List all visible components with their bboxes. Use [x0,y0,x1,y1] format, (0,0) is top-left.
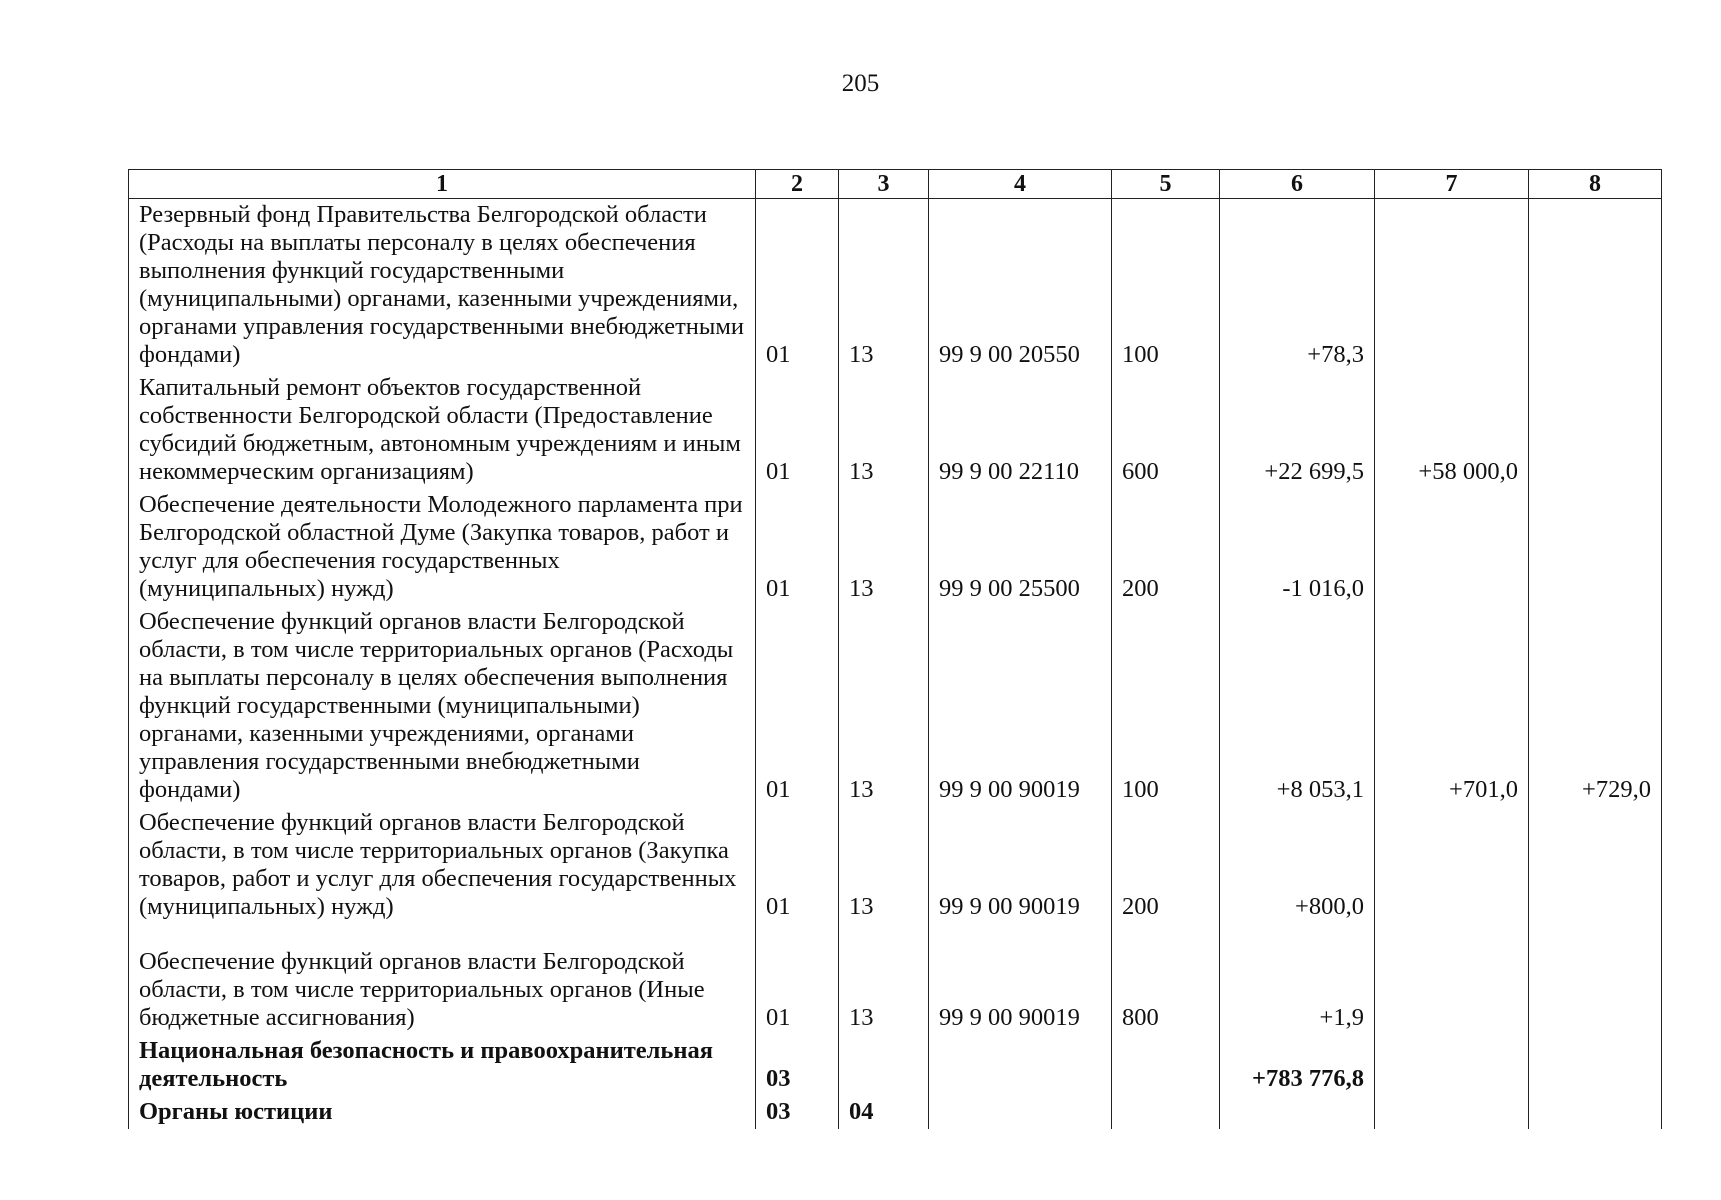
row-amount-col8 [1529,1096,1662,1129]
row-amount-col7 [1375,1035,1529,1096]
row-target-article [929,1096,1112,1129]
row-subsection: 13 [839,489,929,606]
row-target-article: 99 9 00 90019 [929,807,1112,924]
row-amount-col7: +701,0 [1375,606,1529,807]
page-number: 205 [841,70,880,97]
row-amount-col6: +1,9 [1220,924,1375,1035]
row-amount-col8 [1529,1035,1662,1096]
row-section: 01 [756,199,839,373]
row-subsection: 13 [839,924,929,1035]
row-expense-type: 200 [1112,807,1220,924]
table-row [129,1096,1662,1129]
row-amount-col8 [1529,372,1662,489]
header-col-7: 7 [1375,170,1529,199]
row-amount-col8 [1529,199,1662,373]
row-amount-col7 [1375,1096,1529,1129]
row-amount-col7 [1375,199,1529,373]
table-row [129,606,1662,807]
row-expense-type [1112,1096,1220,1129]
row-target-article: 99 9 00 90019 [929,924,1112,1035]
row-amount-col6: +22 699,5 [1220,372,1375,489]
row-amount-col6: +78,3 [1220,199,1375,373]
header-col-2: 2 [756,170,839,199]
row-name: Капитальный ремонт объектов государственной собственности Белгородской области (Предоставление субсидий бюджетным, автономным учреждениям и иным некоммерческим организациям) [129,372,756,489]
row-expense-type: 600 [1112,372,1220,489]
row-amount-col6: +8 053,1 [1220,606,1375,807]
header-col-5: 5 [1112,170,1220,199]
row-subsection: 13 [839,199,929,373]
row-subsection: 13 [839,807,929,924]
row-section: 01 [756,489,839,606]
row-section: 01 [756,807,839,924]
header-col-6: 6 [1220,170,1375,199]
row-name: Обеспечение деятельности Молодежного парламента при Белгородской областной Думе (Закупка товаров, работ и услуг для обеспечения государственных (муниципальных) нужд) [129,489,756,606]
row-subsection [839,1035,929,1096]
row-amount-col8 [1529,924,1662,1035]
row-name: Резервный фонд Правительства Белгородской области (Расходы на выплаты персоналу в целях обеспечения выполнения функций государственными (муниципальными) органами, казенными учреждениями, органами управления государственными внебюджетными фондами) [129,199,756,373]
row-expense-type: 200 [1112,489,1220,606]
row-amount-col7 [1375,807,1529,924]
table-row [129,1035,1662,1096]
row-target-article: 99 9 00 22110 [929,372,1112,489]
row-expense-type: 800 [1112,924,1220,1035]
row-name: Обеспечение функций органов власти Белгородской области, в том числе территориальных органов (Закупка товаров, работ и услуг для обеспечения государственных (муниципальных) нужд) [129,807,756,924]
row-name: Органы юстиции [129,1096,756,1129]
row-amount-col7: +58 000,0 [1375,372,1529,489]
row-name: Обеспечение функций органов власти Белгородской области, в том числе территориальных органов (Иные бюджетные ассигнования) [129,924,756,1035]
row-section: 03 [756,1096,839,1129]
budget-table [128,169,1662,1129]
row-target-article [929,1035,1112,1096]
header-col-4: 4 [929,170,1112,199]
row-name: Национальная безопасность и правоохранительная деятельность [129,1035,756,1096]
row-section: 01 [756,606,839,807]
header-col-8: 8 [1529,170,1662,199]
table-row [129,924,1662,1035]
row-expense-type: 100 [1112,606,1220,807]
row-target-article: 99 9 00 90019 [929,606,1112,807]
table-row [129,199,1662,373]
table-header-row [129,170,1662,199]
row-amount-col8: +729,0 [1529,606,1662,807]
row-amount-col6: -1 016,0 [1220,489,1375,606]
row-amount-col8 [1529,807,1662,924]
row-target-article: 99 9 00 25500 [929,489,1112,606]
header-col-3: 3 [839,170,929,199]
row-amount-col7 [1375,924,1529,1035]
row-target-article: 99 9 00 20550 [929,199,1112,373]
row-subsection: 13 [839,372,929,489]
row-amount-col7 [1375,489,1529,606]
row-expense-type [1112,1035,1220,1096]
row-expense-type: 100 [1112,199,1220,373]
row-amount-col6 [1220,1096,1375,1129]
row-section: 01 [756,372,839,489]
table-row [129,372,1662,489]
table-row [129,807,1662,924]
header-col-1: 1 [129,170,756,199]
row-subsection: 04 [839,1096,929,1129]
row-section: 03 [756,1035,839,1096]
row-amount-col6: +783 776,8 [1220,1035,1375,1096]
table-row [129,489,1662,606]
row-amount-col8 [1529,489,1662,606]
row-subsection: 13 [839,606,929,807]
row-amount-col6: +800,0 [1220,807,1375,924]
row-name: Обеспечение функций органов власти Белгородской области, в том числе территориальных органов (Расходы на выплаты персоналу в целях обеспечения выполнения функций государственными (муниципальными) органами, казенными учреждениями, органами управления государственными внебюджетными фондами) [129,606,756,807]
row-section: 01 [756,924,839,1035]
